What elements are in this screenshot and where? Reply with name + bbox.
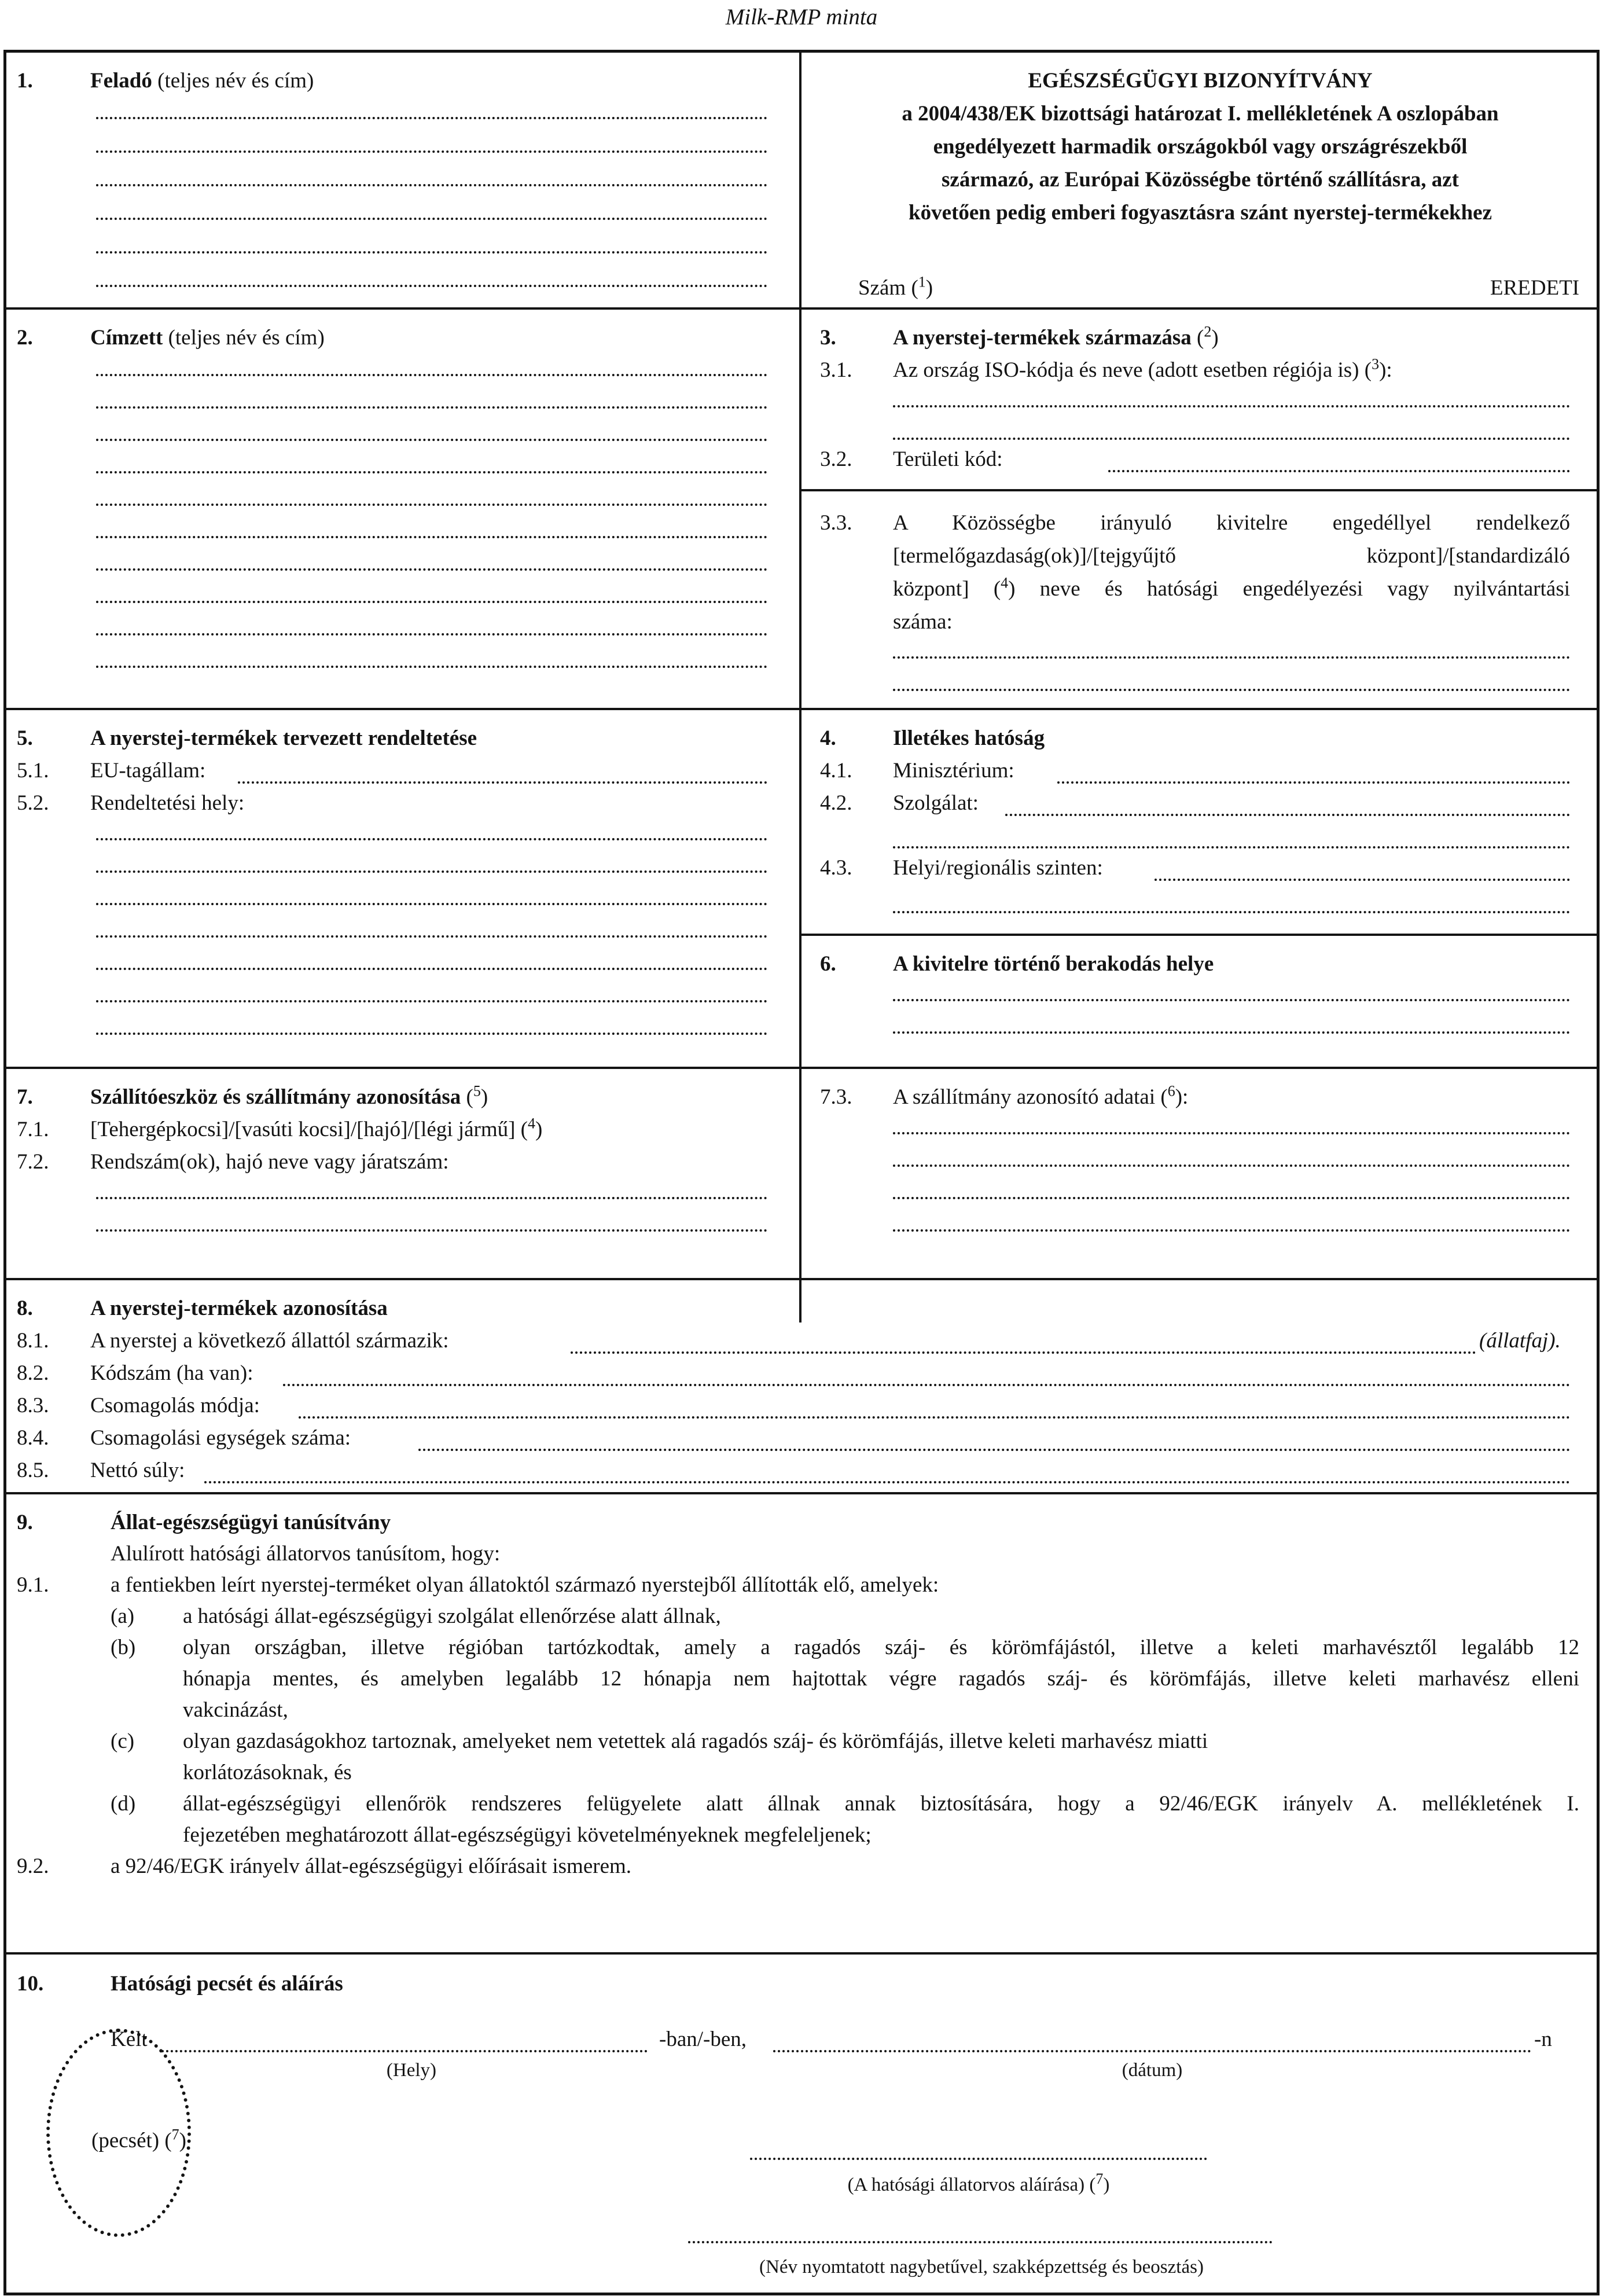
item-d-text-line-2: fejezetében meghatározott állat-egészségügyi követelményeknek megfeleljenek; — [183, 1823, 872, 1847]
section-8-4-label: Csomagolási egységek száma: — [90, 1426, 351, 1450]
section-7-3-line-1 — [893, 1130, 1570, 1134]
box-2-line-7 — [96, 567, 767, 571]
section-3-2-label: Területi kód: — [893, 447, 1003, 471]
section-5-2-line-6 — [96, 998, 767, 1002]
section-7-2-line-1 — [96, 1195, 767, 1199]
box-1-line-6 — [96, 283, 767, 287]
section-3-3-text-line-3: központ] ($^4$) neve és hatósági engedélyezési vagy nyilvántartási — [893, 574, 1571, 601]
section-8-3-line — [299, 1415, 1571, 1419]
section-5-1-number: 5.1. — [17, 759, 49, 783]
name-caption: (Név nyomtatott nagybetűvel, szakképzettség és beosztás) — [759, 2257, 1204, 2277]
section-9-1-number: 9.1. — [17, 1573, 49, 1597]
date-suffix: -n — [1534, 2027, 1552, 2051]
box-2-line-9 — [96, 631, 767, 635]
box-5-number: 5. — [17, 726, 33, 750]
certificate-title-line-3: engedélyezett harmadik országokból vagy országrészekből — [933, 135, 1468, 159]
box-7-label: Szállítóeszköz és szállítmány azonosítása ($^5$) — [90, 1082, 488, 1109]
box-10-label: Hatósági pecsét és aláírás — [111, 1972, 343, 1996]
box-6-number: 6. — [820, 952, 836, 976]
box-10-number: 10. — [17, 1972, 44, 1996]
section-8-4-number: 8.4. — [17, 1426, 49, 1450]
section-4-3-line — [1155, 877, 1570, 881]
certificate-title: EGÉSZSÉGÜGYI BIZONYÍTVÁNY — [1028, 69, 1373, 93]
section-5-2-line-1 — [96, 836, 767, 840]
box-6-line-2 — [893, 1030, 1570, 1034]
section-3-3-number: 3.3. — [820, 511, 852, 535]
box-8-label: A nyerstej-termékek azonosítása — [90, 1296, 388, 1320]
section-5-2-line-4 — [96, 934, 767, 938]
box-6-loading-place — [799, 934, 1597, 1067]
section-5-2-line-3 — [96, 901, 767, 905]
section-9-1-text: a fentiekben leírt nyerstej-terméket olyan állatoktól származó nyerstejből állították elő, amelyek: — [111, 1573, 939, 1597]
section-8-1-number: 8.1. — [17, 1329, 49, 1353]
section-4-2-number: 4.2. — [820, 791, 852, 815]
box-1-label: Feladó (teljes név és cím) — [90, 69, 314, 93]
box-4-number: 4. — [820, 726, 836, 750]
item-b-marker: (b) — [111, 1636, 136, 1659]
section-3-2-line — [1108, 468, 1570, 472]
box-2-line-8 — [96, 599, 767, 603]
section-8-3-number: 8.3. — [17, 1394, 49, 1417]
box-1-line-4 — [96, 216, 767, 220]
section-5-2-label: Rendeltetési hely: — [90, 791, 245, 815]
box-3-origin — [799, 307, 1597, 708]
section-3-2-number: 3.2. — [820, 447, 852, 471]
item-a-marker: (a) — [111, 1604, 135, 1628]
section-4-2-line — [1005, 812, 1570, 816]
section-4-3-number: 4.3. — [820, 856, 852, 880]
box-1-consignor — [6, 53, 799, 307]
box-5-label: A nyerstej-termékek tervezett rendeltetése — [90, 726, 477, 750]
section-5-2-line-5 — [96, 966, 767, 970]
certificate-frame — [3, 50, 1600, 2295]
section-8-1-label: A nyerstej a következő állattól származik: — [90, 1329, 449, 1353]
box-2-line-10 — [96, 664, 767, 668]
date-caption: (dátum) — [1122, 2060, 1183, 2081]
section-3-3-text-line-4: száma: — [893, 610, 953, 634]
section-5-2-line-2 — [96, 869, 767, 873]
section-4-1-number: 4.1. — [820, 759, 852, 783]
section-4-3-line-2 — [893, 909, 1570, 913]
signature-line — [750, 2156, 1207, 2160]
kelt-label: Kelt — [111, 2027, 148, 2051]
section-3-3-line-2 — [893, 687, 1570, 691]
section-8-2-line — [283, 1382, 1571, 1386]
section-9-2-number: 9.2. — [17, 1854, 49, 1878]
box-6-line-1 — [893, 997, 1570, 1001]
box-4-competent-authority — [799, 708, 1597, 934]
section-5-2-line-7 — [96, 1031, 767, 1035]
box-5-destination — [6, 708, 799, 1067]
certificate-number-label: Szám ($^1$) — [858, 273, 933, 300]
box-9-intro: Alulírott hatósági állatorvos tanúsítom, hogy: — [111, 1542, 501, 1566]
section-3-1-line-2 — [893, 436, 1570, 440]
box-8-product-identification — [6, 1278, 1597, 1492]
section-4-1-line — [1057, 780, 1570, 784]
box-7-number: 7. — [17, 1085, 33, 1109]
section-3-3-text-line-2: [termelőgazdaság(ok)]/[tejgyűjtő központ]/[standardizáló — [893, 544, 1570, 568]
item-d-marker: (d) — [111, 1792, 136, 1816]
section-8-5-line — [204, 1479, 1571, 1483]
box-2-line-1 — [96, 372, 767, 376]
box-9-number: 9. — [17, 1511, 33, 1534]
section-3-1-label: Az ország ISO-kódja és neve (adott esetben régiója is) ($^3$): — [893, 355, 1392, 382]
item-b-text-line-3: vakcinázást, — [183, 1698, 288, 1722]
section-8-2-label: Kódszám (ha van): — [90, 1361, 253, 1385]
box-2-label: Címzett (teljes név és cím) — [90, 326, 325, 350]
section-8-1-tail: (állatfaj). — [1479, 1329, 1561, 1353]
section-7-2-label: Rendszám(ok), hajó neve vagy járatszám: — [90, 1150, 449, 1174]
certificate-title-line-5: követően pedig emberi fogyasztásra szánt nyerstej-termékekhez — [909, 201, 1492, 225]
section-9-2-text: a 92/46/EGK irányelv állat-egészségügyi előírásait ismerem. — [111, 1854, 632, 1878]
name-line — [688, 2239, 1273, 2243]
box-1-line-2 — [96, 149, 767, 153]
place-caption: (Hely) — [386, 2060, 437, 2081]
item-c-text-line-2: korlátozásoknak, és — [183, 1761, 352, 1784]
box-10-official-stamp-signature — [6, 1952, 1597, 2294]
box-1-number: 1. — [17, 69, 33, 93]
section-7-3-line-3 — [893, 1195, 1570, 1199]
place-suffix: -ban/-ben, — [659, 2027, 747, 2051]
section-3-3-text-line-1: A Közösségbe irányuló kivitelre engedéllyel rendelkező — [893, 511, 1570, 535]
certificate-title-line-2: a 2004/438/EK bizottsági határozat I. mellékletének A oszlopában — [902, 102, 1499, 126]
box-9-animal-health-attestation — [6, 1492, 1597, 1952]
box-6-label: A kivitelre történő berakodás helye — [893, 952, 1214, 976]
section-4-2-line-2 — [893, 844, 1570, 848]
box-2-line-3 — [96, 437, 767, 441]
item-a-text: a hatósági állat-egészségügyi szolgálat ellenőrzése alatt állnak, — [183, 1604, 721, 1628]
section-5-1-label: EU-tagállam: — [90, 759, 206, 783]
box-3-label: A nyerstej-termékek származása ($^2$) — [893, 323, 1219, 350]
section-7-2-number: 7.2. — [17, 1150, 49, 1174]
box-8-number: 8. — [17, 1296, 33, 1320]
item-b-text-line-2: hónapja mentes, és amelyben legalább 12 hónapja nem hajtottak végre ragadós száj- és körömfájás, illetve keleti marhavész elleni — [183, 1667, 1579, 1691]
certificate-title-box — [799, 53, 1597, 307]
signature-caption: (A hatósági állatorvos aláírása) ($^7$) — [847, 2170, 1110, 2195]
section-8-2-number: 8.2. — [17, 1361, 49, 1385]
section-8-5-label: Nettó súly: — [90, 1459, 185, 1482]
box-1-line-1 — [96, 115, 767, 119]
section-3-3-line-1 — [893, 655, 1570, 659]
item-d-text-line-1: állat-egészségügyi ellenőrök rendszeres felügyelete alatt állnak annak biztosítására, hogy a 92/46/EGK irányelv A. mellékletének I. — [183, 1792, 1579, 1816]
box-1-line-5 — [96, 249, 767, 254]
original-label: EREDETI — [1490, 276, 1580, 300]
section-5-1-line — [238, 780, 767, 784]
section-7-3-number: 7.3. — [820, 1085, 852, 1109]
stamp-caption: (pecsét) ($^7$) — [91, 2126, 186, 2152]
section-4-1-label: Minisztérium: — [893, 759, 1014, 783]
certificate-title-line-4: származó, az Európai Közösségbe történő szállításra, azt — [942, 168, 1459, 192]
item-b-text-line-1: olyan országban, illetve régióban tartózkodtak, amely a ragadós száj- és körömfájástól, illetve a keleti marhavésztől legalább 12 — [183, 1636, 1579, 1659]
box-1-line-3 — [96, 182, 767, 186]
box-2-line-4 — [96, 469, 767, 473]
box-4-label: Illetékes hatóság — [893, 726, 1045, 750]
section-8-3-label: Csomagolás módja: — [90, 1394, 260, 1417]
box-2-line-6 — [96, 534, 767, 538]
section-3-1-line-1 — [893, 403, 1570, 407]
section-3-1-number: 3.1. — [820, 358, 852, 382]
section-8-4-line — [418, 1447, 1571, 1451]
box-9-label: Állat-egészségügyi tanúsítvány — [111, 1511, 391, 1534]
form-model-header: Milk-RMP minta — [725, 5, 878, 30]
section-4-2-label: Szolgálat: — [893, 791, 979, 815]
section-7-1-label: [Tehergépkocsi]/[vasúti kocsi]/[hajó]/[légi jármű] ($^4$) — [90, 1115, 543, 1141]
section-7-3-line-2 — [893, 1163, 1570, 1167]
section-3-3-divider — [802, 489, 1599, 491]
box-2-line-2 — [96, 405, 767, 409]
section-8-1-line — [571, 1350, 1476, 1354]
item-c-marker: (c) — [111, 1729, 135, 1753]
place-line — [161, 2048, 648, 2052]
box-2-line-5 — [96, 502, 767, 506]
date-line — [773, 2048, 1531, 2052]
item-c-text-line-1: olyan gazdaságokhoz tartoznak, amelyeket nem vetettek alá ragadós száj- és körömfájás, illetve keleti marhavész miatti — [183, 1729, 1208, 1753]
box-3-number: 3. — [820, 326, 836, 350]
section-4-3-label: Helyi/regionális szinten: — [893, 856, 1103, 880]
section-7-1-number: 7.1. — [17, 1118, 49, 1141]
box-2-consignee — [6, 307, 799, 708]
box-2-number: 2. — [17, 326, 33, 350]
section-8-5-number: 8.5. — [17, 1459, 49, 1482]
section-7-2-line-2 — [96, 1228, 767, 1232]
section-7-3-label: A szállítmány azonosító adatai ($^6$): — [893, 1082, 1189, 1109]
section-7-3-line-4 — [893, 1228, 1570, 1232]
section-5-2-number: 5.2. — [17, 791, 49, 815]
